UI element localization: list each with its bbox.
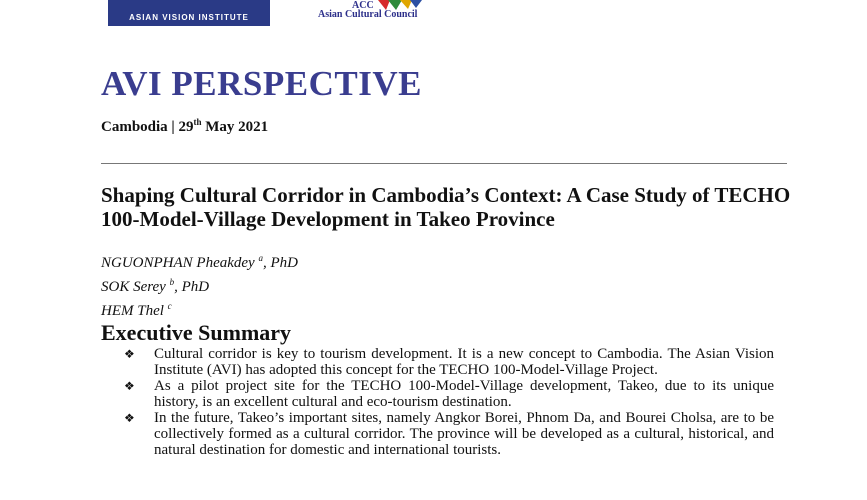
author-name: SOK Serey bbox=[101, 279, 170, 295]
author-1 bbox=[101, 249, 298, 273]
bullet-text: In the future, Takeo’s important sites, namely Angkor Borei, Phnom Da, and Bourei Cholsa, are to be collectively formed as a cultural corridor. The province will be developed as a cultural, historical, and natural destination for domestic and international tourists. bbox=[154, 410, 774, 458]
author-name: NGUONPHAN Pheakdey bbox=[101, 255, 259, 271]
list-item bbox=[124, 410, 774, 458]
bullet-text: Cultural corridor is key to tourism development. It is a new concept to Cambodia. The Asian Vision Institute (AVI) has adopted this concept for the TECHO 100-Model-Village Project. bbox=[154, 346, 774, 378]
author-name: HEM Thel bbox=[101, 303, 168, 319]
author-3 bbox=[101, 297, 298, 321]
summary-bullet-list bbox=[124, 346, 774, 458]
dateline-ordinal: th bbox=[193, 117, 202, 127]
article-title: Shaping Cultural Corridor in Cambodia’s Context: A Case Study of TECHO 100-Model-Village Development in Takeo Province bbox=[101, 183, 791, 231]
diamond-bullet-icon: ❖ bbox=[124, 411, 135, 425]
author-degree: , PhD bbox=[174, 279, 210, 295]
list-item bbox=[124, 378, 774, 410]
dateline-month-year: May 2021 bbox=[201, 119, 269, 135]
author-2 bbox=[101, 273, 298, 297]
list-item bbox=[124, 346, 774, 378]
executive-summary-heading: Executive Summary bbox=[101, 320, 292, 345]
bullet-text: As a pilot project site for the TECHO 100-Model-Village development, Takeo, due to its unique history, is an excellent cultural and eco-tourism destination. bbox=[154, 378, 774, 410]
author-affiliation-mark: c bbox=[167, 301, 172, 311]
page-title: AVI PERSPECTIVE bbox=[101, 64, 422, 103]
author-affiliation-mark: b bbox=[169, 277, 175, 287]
dateline-country-day: Cambodia | 29 bbox=[101, 119, 194, 135]
avi-logo bbox=[108, 0, 270, 26]
diamond-bullet-icon: ❖ bbox=[124, 347, 135, 361]
author-affiliation-mark: a bbox=[258, 253, 263, 263]
avi-logo-tagline: ASIAN VISION INSTITUTE bbox=[129, 13, 249, 22]
dateline bbox=[101, 117, 268, 136]
acc-logo-name: Asian Cultural Council bbox=[318, 9, 418, 20]
author-degree: , PhD bbox=[262, 255, 298, 271]
diamond-bullet-icon: ❖ bbox=[124, 379, 135, 393]
divider bbox=[101, 163, 787, 164]
author-list bbox=[101, 249, 298, 321]
acc-logo-abbr: ACC bbox=[352, 0, 374, 11]
